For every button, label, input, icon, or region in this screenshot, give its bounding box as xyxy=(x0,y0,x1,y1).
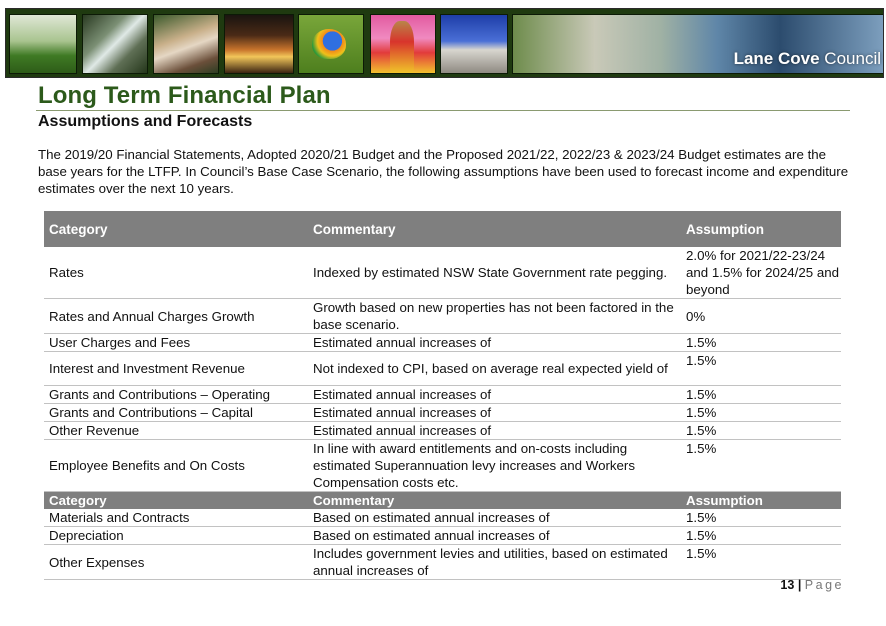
photo-creek xyxy=(82,14,148,74)
table-row xyxy=(44,334,841,352)
cell-category: Grants and Contributions – Operating xyxy=(44,386,308,404)
brand-suffix: Council xyxy=(824,49,881,68)
cell-assumption: 1.5% xyxy=(681,422,841,440)
header-commentary: Commentary xyxy=(308,211,681,247)
cell-category: Employee Benefits and On Costs xyxy=(44,440,308,492)
council-logo xyxy=(734,49,881,69)
cell-category: User Charges and Fees xyxy=(44,334,308,352)
cell-category: Grants and Contributions – Capital xyxy=(44,404,308,422)
table-header-row xyxy=(44,211,841,247)
table-row xyxy=(44,545,841,580)
cell-category: Rates xyxy=(44,247,308,299)
header-banner xyxy=(5,8,884,78)
table-subheader-row xyxy=(44,492,841,510)
cell-category: Interest and Investment Revenue xyxy=(44,352,308,386)
subheader-assumption: Assumption xyxy=(681,492,841,510)
cell-commentary: In line with award entitlements and on-costs including estimated Superannuation levy increases and Workers Compensation costs etc. xyxy=(308,440,681,492)
table-row xyxy=(44,299,841,334)
cell-category: Other Revenue xyxy=(44,422,308,440)
table-row xyxy=(44,386,841,404)
cell-commentary: Includes government levies and utilities, based on estimated annual increases of xyxy=(308,545,681,580)
table-row xyxy=(44,440,841,492)
cell-category: Rates and Annual Charges Growth xyxy=(44,299,308,334)
cell-assumption: 1.5% xyxy=(681,404,841,422)
table-row xyxy=(44,509,841,527)
header-category: Category xyxy=(44,211,308,247)
cell-commentary: Based on estimated annual increases of xyxy=(308,509,681,527)
cell-commentary: Estimated annual increases of xyxy=(308,404,681,422)
brand-name: Lane Cove xyxy=(733,49,820,68)
page-separator: | xyxy=(797,578,802,592)
cell-assumption: 1.5% xyxy=(681,352,841,386)
cell-commentary: Based on estimated annual increases of xyxy=(308,527,681,545)
table-row xyxy=(44,404,841,422)
cell-category: Other Expenses xyxy=(44,545,308,580)
subheader-category: Category xyxy=(44,492,308,510)
table-row xyxy=(44,247,841,299)
table-row xyxy=(44,352,841,386)
table-row xyxy=(44,422,841,440)
title-divider xyxy=(36,110,850,111)
cell-commentary: Indexed by estimated NSW State Government rate pegging. xyxy=(308,247,681,299)
cell-commentary: Estimated annual increases of xyxy=(308,386,681,404)
photo-night-market xyxy=(224,14,294,74)
section-subtitle: Assumptions and Forecasts xyxy=(38,113,253,130)
intro-paragraph: The 2019/20 Financial Statements, Adopted 2020/21 Budget and the Proposed 2021/22, 2022/23 & 2023/24 Budget estimates are the base years for the LTFP. In Council’s Base Case Scenario, the following assumptions have been used to forecast income and expenditure estimates over the next 10 years. xyxy=(38,147,849,196)
cell-assumption: 1.5% xyxy=(681,509,841,527)
header-assumption: Assumption xyxy=(681,211,841,247)
cell-assumption: 1.5% xyxy=(681,527,841,545)
lorikeet-icon xyxy=(312,29,346,59)
table-row xyxy=(44,527,841,545)
cell-commentary: Growth based on new properties has not been factored in the base scenario. xyxy=(308,299,681,334)
photo-park xyxy=(9,14,77,74)
assumptions-table xyxy=(44,211,841,580)
page-title: Long Term Financial Plan xyxy=(38,82,331,109)
cell-assumption: 1.5% xyxy=(681,334,841,352)
cell-assumption: 1.5% xyxy=(681,545,841,580)
cell-commentary: Estimated annual increases of xyxy=(308,334,681,352)
cell-assumption: 0% xyxy=(681,299,841,334)
cell-assumption: 1.5% xyxy=(681,386,841,404)
page-number: 13 xyxy=(780,578,795,592)
cell-category: Depreciation xyxy=(44,527,308,545)
cell-assumption: 1.5% xyxy=(681,440,841,492)
photo-festival xyxy=(153,14,219,74)
cell-commentary: Not indexed to CPI, based on average real expected yield of xyxy=(308,352,681,386)
subheader-commentary: Commentary xyxy=(308,492,681,510)
dancer-icon xyxy=(390,21,414,73)
cell-category: Materials and Contracts xyxy=(44,509,308,527)
cell-commentary: Estimated annual increases of xyxy=(308,422,681,440)
page-footer xyxy=(780,578,844,592)
photo-building xyxy=(440,14,508,74)
cell-assumption: 2.0% for 2021/22-23/24 and 1.5% for 2024/25 and beyond xyxy=(681,247,841,299)
page-label: Page xyxy=(804,578,844,592)
